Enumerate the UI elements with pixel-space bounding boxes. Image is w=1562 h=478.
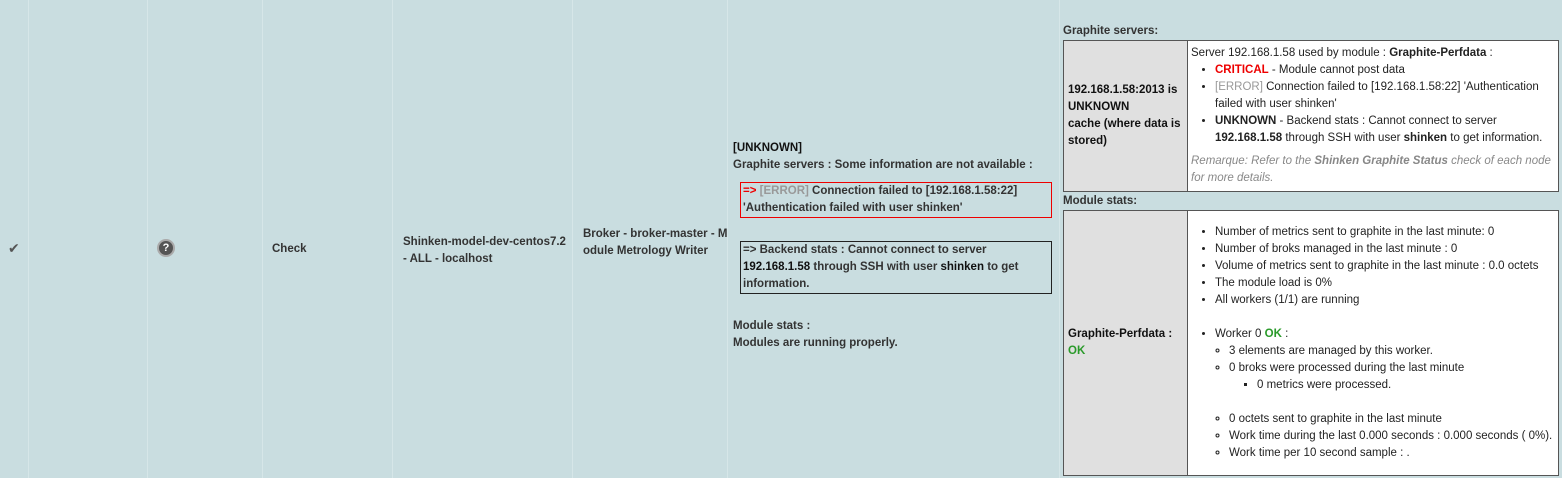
worker-prefix: Worker 0 <box>1215 328 1262 340</box>
backend-ip: 192.168.1.58 <box>743 261 811 273</box>
server-left-2: cache (where data is stored) <box>1068 118 1181 147</box>
output-graphite-line: Graphite servers : Some information are not available : <box>733 159 1033 171</box>
backend-suffix: to get information. <box>743 261 1019 290</box>
remark-bold: Shinken Graphite Status <box>1314 155 1448 167</box>
list-item: ◦ Work time during the last 0.000 seconds : 0.000 seconds ( 0%). <box>1229 428 1555 445</box>
list-item <box>1215 62 1555 79</box>
module-stats-section-title: Module stats: <box>1063 195 1138 207</box>
error-label: [ERROR] <box>1215 81 1263 93</box>
module-stats-title: Module stats : <box>733 320 811 332</box>
server-left-cell <box>1064 41 1188 192</box>
unknown-label: UNKNOWN <box>1215 115 1277 127</box>
module-stats-table <box>1063 210 1559 476</box>
remark-prefix: Remarque: Refer to the <box>1191 155 1312 167</box>
output-backend-box <box>740 241 1052 294</box>
worker-broks: 0 broks were processed during the last minute <box>1229 362 1465 374</box>
server-intro-module: Graphite-Perfdata <box>1389 47 1487 59</box>
module-left-status: OK <box>1068 345 1086 357</box>
graphite-servers-table <box>1063 40 1559 192</box>
list-item: • All workers (1/1) are running <box>1215 292 1555 309</box>
worker-sub-list <box>1257 377 1555 394</box>
server-issues-list <box>1215 62 1555 147</box>
worker-details-list <box>1229 343 1555 394</box>
list-item: ▪ 0 metrics were processed. <box>1257 377 1555 394</box>
server-right-cell <box>1188 41 1559 192</box>
host-name[interactable]: Shinken-model-dev-centos7.2 - ALL - localhost <box>403 236 566 265</box>
critical-label: CRITICAL <box>1215 64 1269 76</box>
list-item: • The module load is 0% <box>1215 275 1555 292</box>
worker-details-list-2 <box>1229 411 1555 462</box>
server-intro <box>1191 45 1555 62</box>
check-output <box>733 140 1055 352</box>
list-item <box>1229 360 1555 394</box>
list-item: ◦ 0 octets sent to graphite in the last minute <box>1229 411 1555 428</box>
list-item: • Volume of metrics sent to graphite in the last minute : 0.0 octets <box>1215 258 1555 275</box>
unknown-text-3: to get information. <box>1450 132 1543 144</box>
output-error-box <box>740 182 1052 218</box>
col-status <box>29 0 148 478</box>
worker-list <box>1215 326 1555 462</box>
error-tag: [ERROR] <box>759 185 809 197</box>
worker-suffix: : <box>1285 328 1289 340</box>
remark-suffix: check of each node for more details. <box>1191 155 1551 184</box>
list-item: ◦ 3 elements are managed by this worker. <box>1229 343 1555 360</box>
module-right-cell <box>1188 211 1559 476</box>
module-left-cell <box>1064 211 1188 476</box>
list-item: ◦ Work time per 10 second sample : . <box>1229 445 1555 462</box>
check-name[interactable]: Broker - broker-master - Module Metrology Writer <box>583 228 728 257</box>
output-status: [UNKNOWN] <box>733 142 802 154</box>
checkmark-icon[interactable]: ✔ <box>8 240 20 256</box>
backend-user: shinken <box>940 261 984 273</box>
backend-prefix: => Backend stats : Cannot connect to server <box>743 244 987 256</box>
worker-status: OK <box>1264 328 1282 340</box>
type-label: Check <box>272 243 307 255</box>
col-host <box>263 0 393 478</box>
server-left-1: 192.168.1.58:2013 is UNKNOWN <box>1068 84 1178 113</box>
unknown-status-icon: ? <box>157 239 175 257</box>
graphite-servers-title: Graphite servers: <box>1063 25 1159 37</box>
list-item <box>1215 113 1555 147</box>
server-intro-prefix: Server 192.168.1.58 used by module : <box>1191 47 1386 59</box>
unknown-text-2: through SSH with user <box>1285 132 1401 144</box>
module-left-name: Graphite-Perfdata : <box>1068 328 1173 340</box>
col-ack <box>0 0 29 478</box>
unknown-ip: 192.168.1.58 <box>1215 132 1283 144</box>
error-text-detail: Connection failed to [192.168.1.58:22] 'Authentication failed with user shinken' <box>1215 81 1539 110</box>
list-item: • Number of broks managed in the last minute : 0 <box>1215 241 1555 258</box>
list-item <box>1215 79 1555 113</box>
backend-mid: through SSH with user <box>813 261 938 273</box>
unknown-text-1: - Backend stats : Cannot connect to server <box>1279 115 1497 127</box>
remark <box>1191 153 1555 187</box>
error-text: Connection failed to [192.168.1.58:22] 'Authentication failed with user shinken' <box>743 185 1018 214</box>
error-arrow: => <box>743 185 757 197</box>
worker-item <box>1215 326 1555 462</box>
spacer <box>1215 394 1555 411</box>
unknown-user: shinken <box>1403 132 1448 144</box>
server-intro-suffix: : <box>1489 47 1493 59</box>
module-stats-list <box>1215 224 1555 309</box>
spacer <box>1191 309 1555 326</box>
critical-text: - Module cannot post data <box>1271 64 1405 76</box>
module-stats-text: Modules are running properly. <box>733 337 898 349</box>
list-item: • Number of metrics sent to graphite in the last minute: 0 <box>1215 224 1555 241</box>
